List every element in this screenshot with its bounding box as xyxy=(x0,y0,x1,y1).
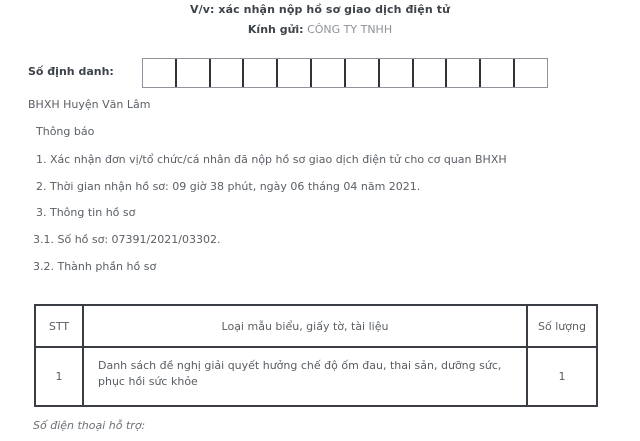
identity-number-label: Số định danh: xyxy=(28,65,114,78)
identity-cell xyxy=(244,59,278,87)
notice-title: Thông báo xyxy=(36,125,95,138)
cell-quantity: 1 xyxy=(558,370,566,383)
identity-cell xyxy=(312,59,346,87)
body-line-2-received-time: 2. Thời gian nhận hồ sơ: 09 giờ 38 phút, ngày 06 tháng 04 năm 2021. xyxy=(36,180,421,193)
subject-line: V/v: xác nhận nộp hồ sơ giao dịch điện tử xyxy=(189,3,451,16)
cell-document-type: Danh sách đề nghị giải quyết hưởng chế độ ốm đau, thai sản, dưỡng sức, phục hồi sức khỏe xyxy=(84,348,528,405)
body-line-1-confirmation: 1. Xác nhận đơn vị/tổ chức/cá nhân đã nộp hồ sơ giao dịch điện tử cho cơ quan BHXH xyxy=(36,153,507,166)
identity-cell xyxy=(346,59,380,87)
table-header-row xyxy=(36,306,596,348)
identity-cell xyxy=(380,59,414,87)
identity-cell xyxy=(414,59,448,87)
header-cell-document-type: Loại mẫu biểu, giấy tờ, tài liệu xyxy=(84,306,528,346)
body-line-3-1-dossier-number: 3.1. Số hồ sơ: 07391/2021/03302. xyxy=(33,233,221,246)
body-line-3-2-dossier-components: 3.2. Thành phần hồ sơ xyxy=(33,260,157,273)
identity-cell xyxy=(447,59,481,87)
identity-cell xyxy=(515,59,547,87)
salutation-label: Kính gửi: xyxy=(247,23,304,36)
identity-number-boxes xyxy=(142,58,548,88)
header-cell-stt: STT xyxy=(36,306,84,346)
documents-table xyxy=(34,304,598,407)
cell-stt: 1 xyxy=(36,348,84,405)
salutation-company-name: CÔNG TY TNHH xyxy=(307,23,393,36)
table-row xyxy=(36,348,596,405)
identity-cell xyxy=(177,59,211,87)
agency-name: BHXH Huyện Văn Lâm xyxy=(28,98,151,111)
header-cell-quantity: Số lượng xyxy=(538,319,586,333)
identity-cell xyxy=(211,59,245,87)
identity-cell xyxy=(481,59,515,87)
support-phone-label: Số điện thoại hỗ trợ: xyxy=(33,419,146,432)
body-line-3-dossier-info: 3. Thông tin hồ sơ xyxy=(36,206,136,219)
identity-cell xyxy=(278,59,312,87)
identity-cell xyxy=(143,59,177,87)
salutation-line xyxy=(0,23,640,36)
